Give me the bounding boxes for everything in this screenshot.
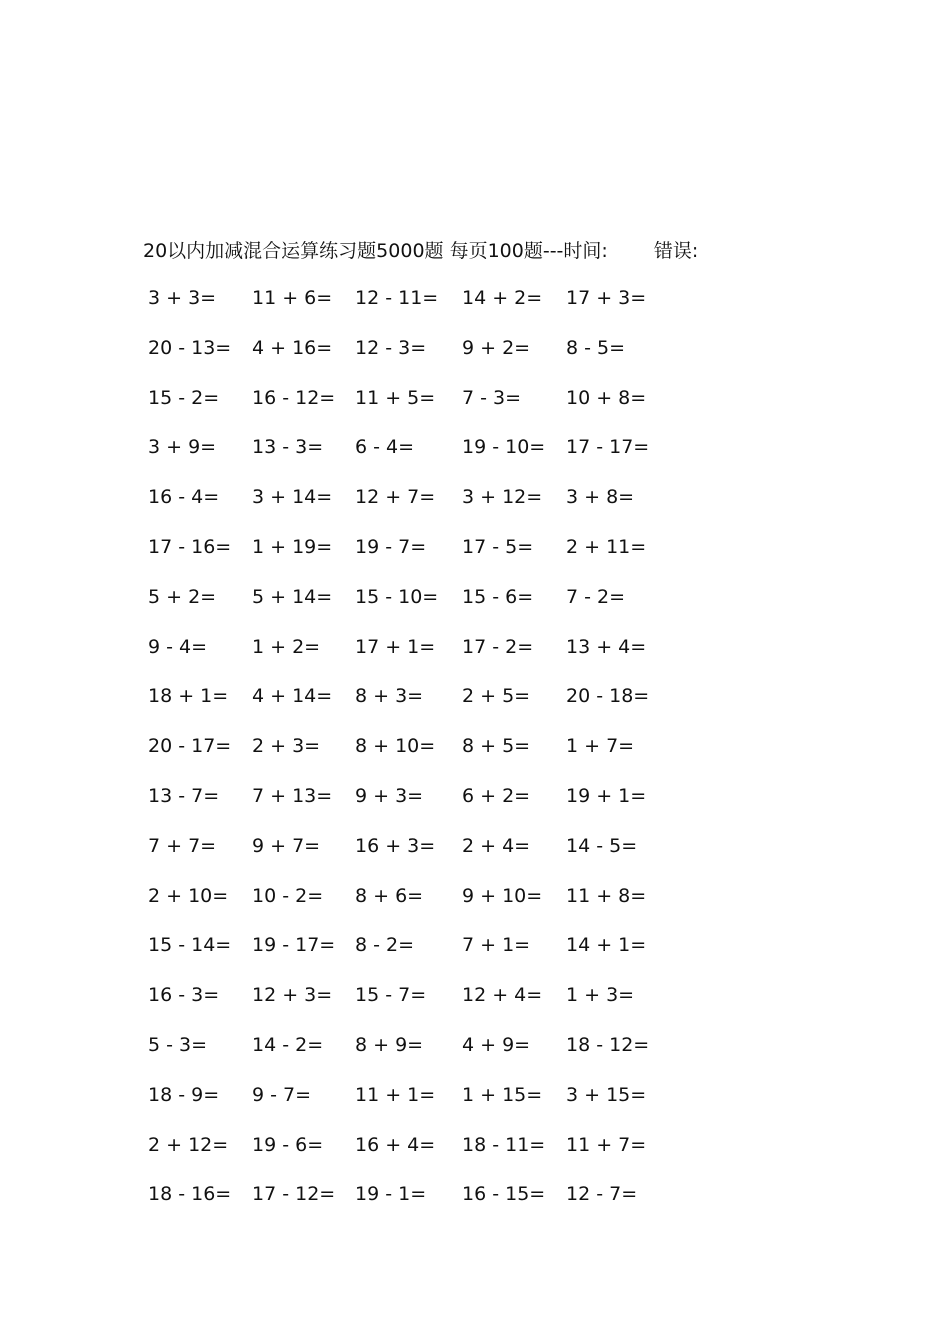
problem-row (0, 732, 950, 782)
problem-item: 19 - 1= (355, 1183, 427, 1206)
problem-item: 17 + 3= (566, 287, 647, 309)
problem-item: 8 + 3= (355, 685, 424, 708)
problem-item: 15 - 14= (148, 934, 232, 957)
problem-item: 17 - 2= (462, 635, 534, 658)
problem-item: 9 - 7= (252, 1083, 312, 1106)
problem-item: 18 + 1= (148, 685, 229, 708)
problem-item: 7 + 7= (148, 834, 217, 857)
problem-row (0, 981, 950, 1031)
problem-row (0, 832, 950, 882)
problem-row (0, 682, 950, 732)
problem-item: 10 + 8= (566, 386, 647, 409)
problem-item: 17 - 16= (148, 535, 232, 558)
problem-item: 20 - 18= (566, 685, 650, 708)
problem-item: 5 - 3= (148, 1033, 208, 1056)
problem-item: 19 + 1= (566, 784, 647, 807)
problem-item: 19 - 17= (252, 934, 336, 957)
problem-item: 2 + 5= (462, 685, 531, 708)
problem-item: 17 - 12= (252, 1183, 336, 1206)
problem-item: 2 + 11= (566, 535, 647, 558)
problem-item: 14 + 2= (462, 287, 543, 309)
problem-item: 16 - 12= (252, 386, 336, 409)
problem-item: 13 + 4= (566, 635, 647, 658)
problem-item: 17 + 1= (355, 635, 436, 658)
problem-item: 18 - 11= (462, 1133, 546, 1156)
problem-item: 19 - 6= (252, 1133, 324, 1156)
problem-item: 12 - 3= (355, 336, 427, 359)
problem-item: 7 + 1= (462, 934, 531, 957)
problem-item: 8 + 5= (462, 735, 531, 758)
problem-item: 3 + 15= (566, 1083, 647, 1106)
problem-item: 4 + 9= (462, 1033, 531, 1056)
problem-item: 11 + 1= (355, 1083, 436, 1106)
problem-item: 18 - 9= (148, 1083, 220, 1106)
problem-item: 20 - 13= (148, 336, 232, 359)
problem-item: 7 - 2= (566, 585, 626, 608)
problem-item: 15 - 10= (355, 585, 439, 608)
problem-row (0, 284, 950, 334)
problem-item: 16 - 15= (462, 1183, 546, 1206)
problem-item: 19 - 10= (462, 436, 546, 459)
problem-item: 3 + 12= (462, 486, 543, 509)
problem-item: 7 - 3= (462, 386, 522, 409)
problem-item: 12 + 3= (252, 984, 333, 1007)
problem-item: 1 + 7= (566, 735, 635, 758)
problem-item: 8 + 9= (355, 1033, 424, 1056)
errors-label: 错误: (653, 240, 699, 262)
problem-item: 17 - 5= (462, 535, 534, 558)
problem-item: 2 + 4= (462, 834, 531, 857)
problem-item: 9 + 2= (462, 336, 531, 359)
problem-item: 8 - 5= (566, 336, 626, 359)
problem-item: 7 + 13= (252, 784, 333, 807)
problem-row (0, 1180, 950, 1230)
problem-row (0, 882, 950, 932)
problem-item: 18 - 12= (566, 1033, 650, 1056)
problem-row (0, 633, 950, 683)
problem-item: 13 - 3= (252, 436, 324, 459)
problem-item: 14 - 2= (252, 1033, 324, 1056)
problem-row (0, 533, 950, 583)
problem-row (0, 433, 950, 483)
problem-item: 14 + 1= (566, 934, 647, 957)
problem-item: 15 - 7= (355, 984, 427, 1007)
problem-item: 1 + 3= (566, 984, 635, 1007)
problem-item: 18 - 16= (148, 1183, 232, 1206)
problem-item: 11 + 8= (566, 884, 647, 907)
problem-item: 9 - 4= (148, 635, 208, 658)
problem-item: 16 + 3= (355, 834, 436, 857)
problem-row (0, 1131, 950, 1181)
problem-item: 16 - 4= (148, 486, 220, 509)
problem-item: 11 + 7= (566, 1133, 647, 1156)
problem-item: 4 + 16= (252, 336, 333, 359)
problem-row (0, 782, 950, 832)
problem-item: 9 + 10= (462, 884, 543, 907)
problem-item: 11 + 6= (252, 287, 333, 309)
problem-item: 19 - 7= (355, 535, 427, 558)
problem-item: 8 + 10= (355, 735, 436, 758)
problem-item: 2 + 3= (252, 735, 321, 758)
problem-item: 6 + 2= (462, 784, 531, 807)
problem-row (0, 483, 950, 533)
problem-item: 20 - 17= (148, 735, 232, 758)
problem-item: 9 + 7= (252, 834, 321, 857)
problem-item: 10 - 2= (252, 884, 324, 907)
problem-item: 5 + 2= (148, 585, 217, 608)
problem-item: 5 + 14= (252, 585, 333, 608)
problem-item: 4 + 14= (252, 685, 333, 708)
problem-row (0, 384, 950, 434)
problem-row (0, 1031, 950, 1081)
problem-item: 12 - 7= (566, 1183, 638, 1206)
problem-item: 3 + 14= (252, 486, 333, 509)
problem-row (0, 583, 950, 633)
problem-item: 3 + 3= (148, 287, 217, 309)
problem-item: 1 + 2= (252, 635, 321, 658)
problem-item: 11 + 5= (355, 386, 436, 409)
problem-item: 3 + 9= (148, 436, 217, 459)
problem-item: 15 - 2= (148, 386, 220, 409)
problem-item: 1 + 19= (252, 535, 333, 558)
problem-item: 1 + 15= (462, 1083, 543, 1106)
problem-item: 14 - 5= (566, 834, 638, 857)
problem-item: 17 - 17= (566, 436, 650, 459)
worksheet-title: 20以内加减混合运算练习题5000题 每页100题---时间: (143, 240, 608, 262)
worksheet-header (143, 236, 698, 263)
problem-item: 8 + 6= (355, 884, 424, 907)
problem-item: 9 + 3= (355, 784, 424, 807)
problem-item: 6 - 4= (355, 436, 415, 459)
problem-item: 16 - 3= (148, 984, 220, 1007)
problem-item: 2 + 12= (148, 1133, 229, 1156)
problem-grid (0, 284, 950, 1230)
problem-item: 12 + 4= (462, 984, 543, 1007)
problem-item: 16 + 4= (355, 1133, 436, 1156)
problem-item: 8 - 2= (355, 934, 415, 957)
problem-item: 13 - 7= (148, 784, 220, 807)
problem-item: 3 + 8= (566, 486, 635, 509)
problem-row (0, 334, 950, 384)
problem-item: 12 - 11= (355, 287, 439, 309)
problem-item: 15 - 6= (462, 585, 534, 608)
problem-item: 2 + 10= (148, 884, 229, 907)
problem-row (0, 1081, 950, 1131)
problem-row (0, 931, 950, 981)
problem-item: 12 + 7= (355, 486, 436, 509)
